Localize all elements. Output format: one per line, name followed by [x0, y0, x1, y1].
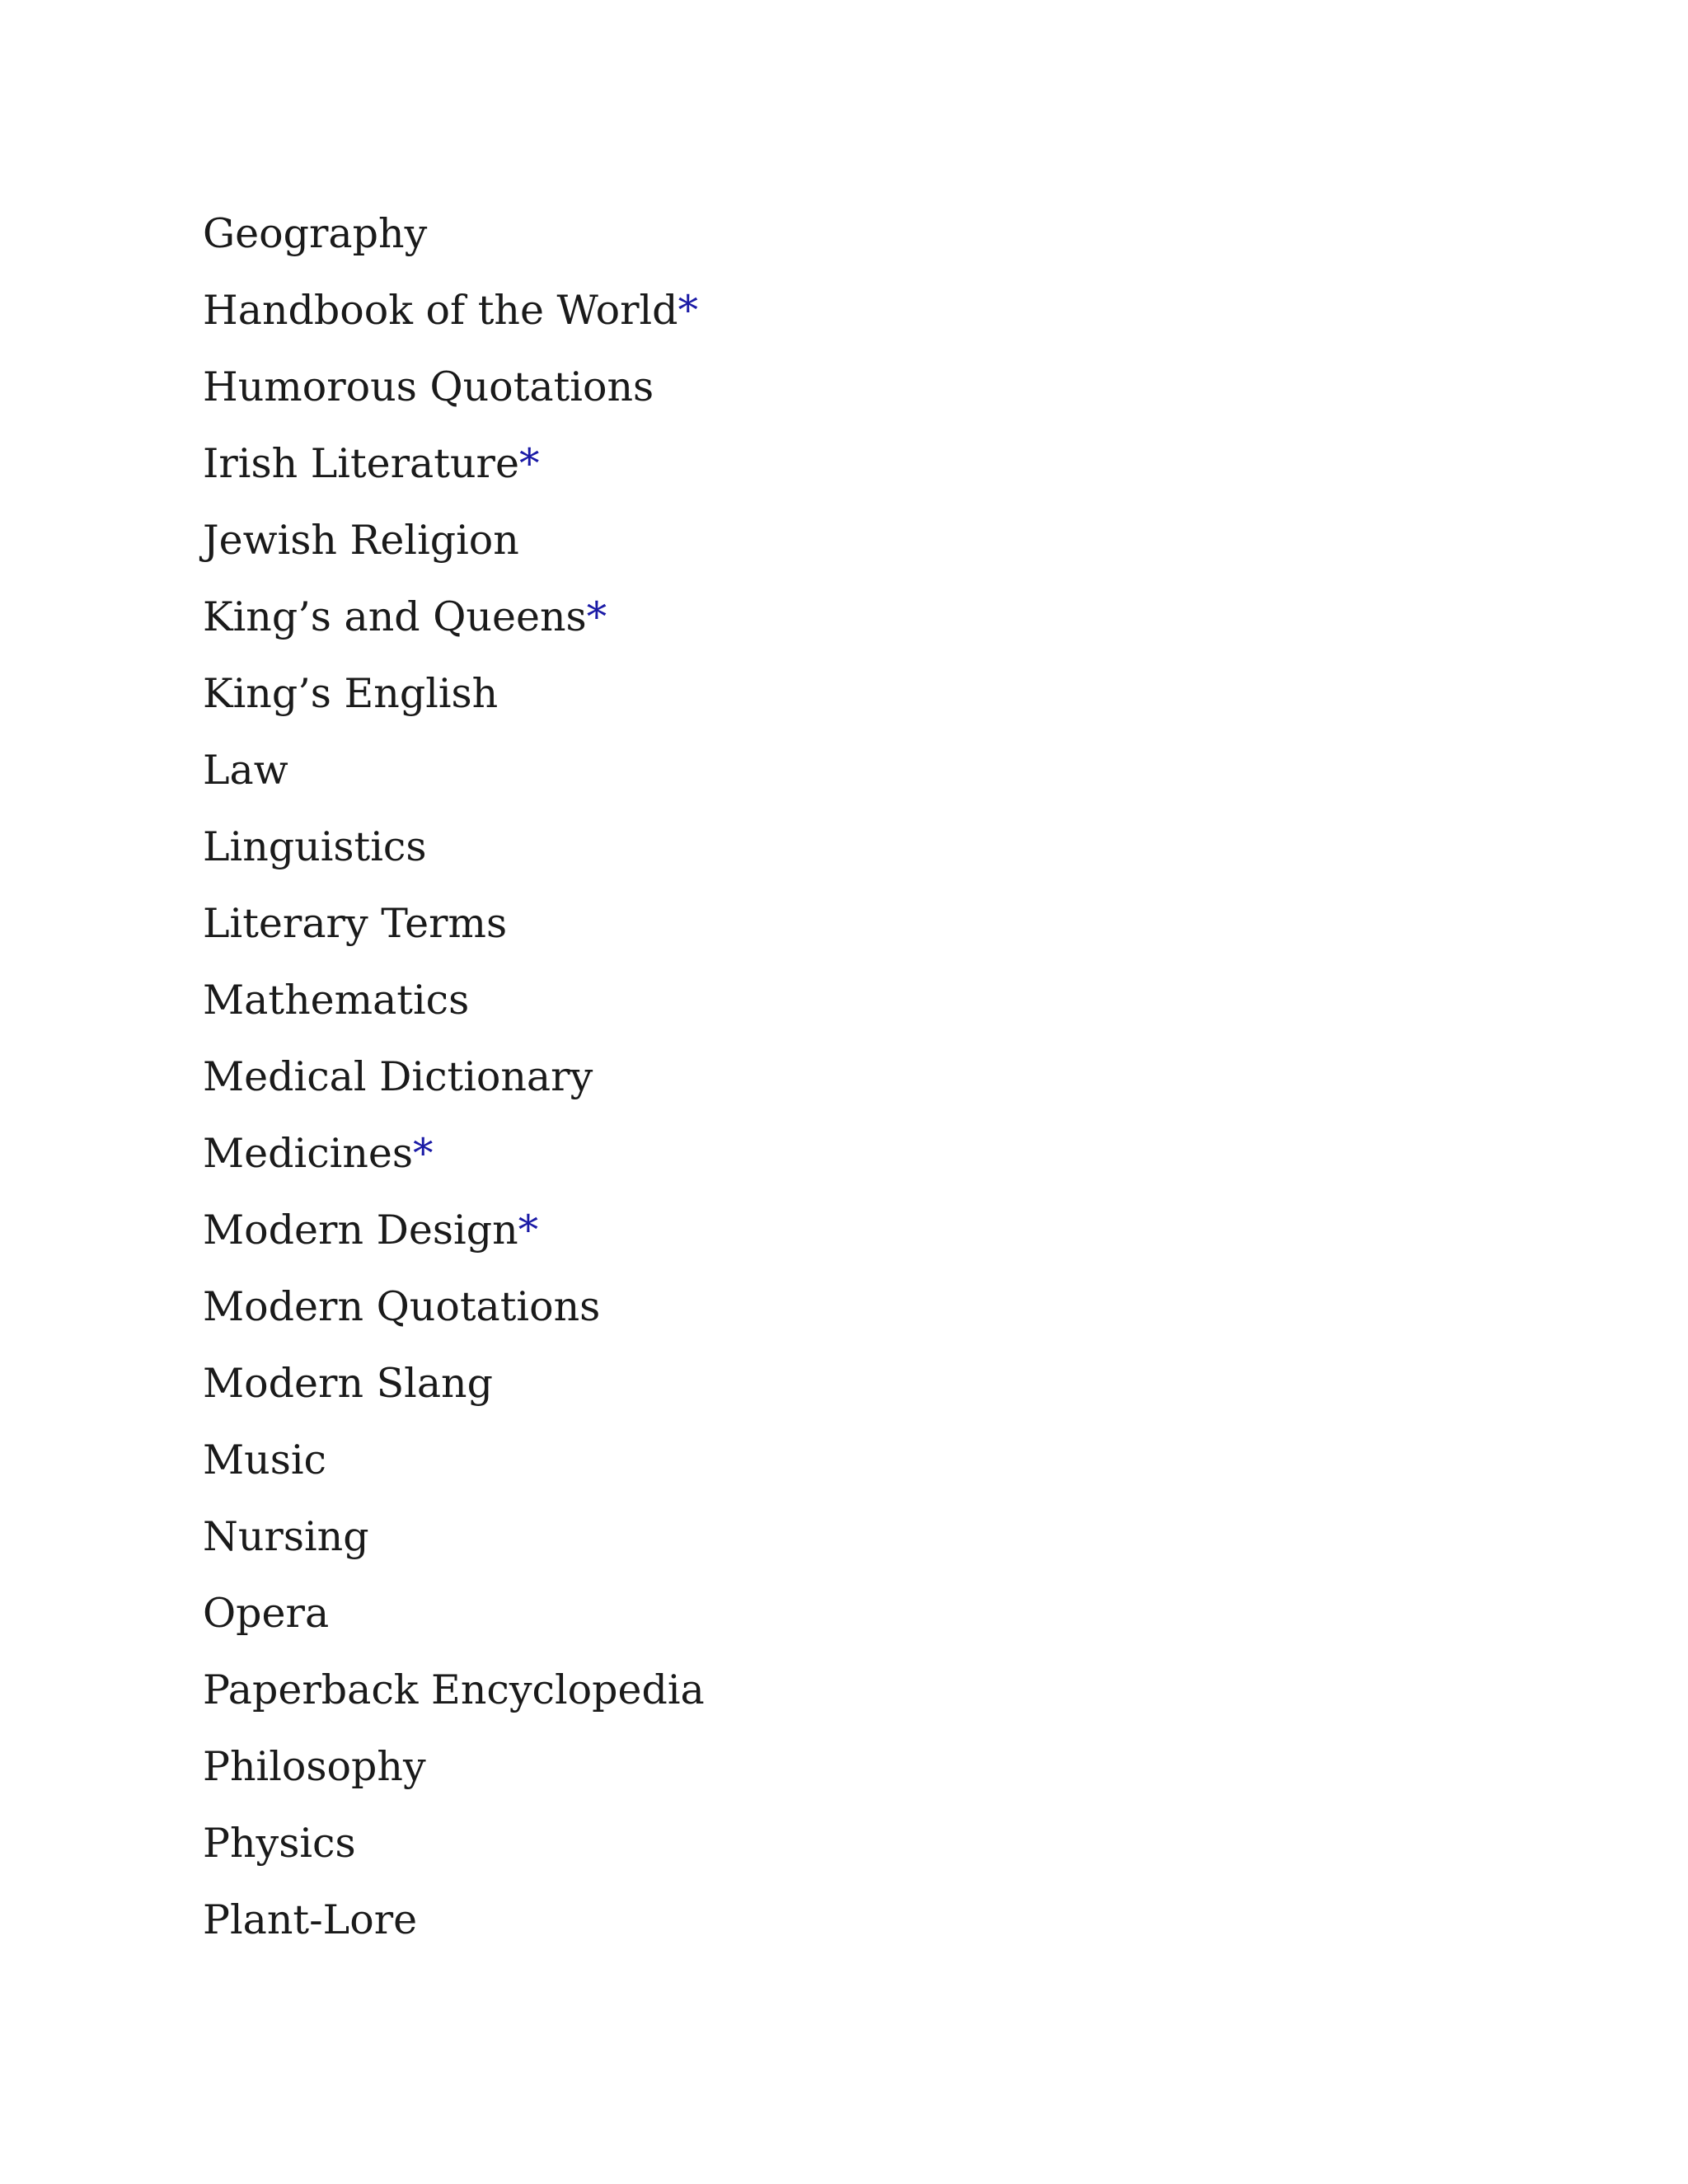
entry-label: King’s English	[203, 670, 499, 717]
list-item	[203, 729, 705, 806]
list-item	[203, 1879, 705, 1956]
entry-label: Physics	[203, 1820, 356, 1867]
list-item	[203, 959, 705, 1036]
list-item	[203, 1726, 705, 1802]
entry-label: Law	[203, 747, 288, 794]
entry-label: Medical Dictionary	[203, 1053, 593, 1100]
list-item	[203, 883, 705, 959]
list-item	[203, 269, 705, 346]
list-item	[203, 1572, 705, 1649]
entry-label: Paperback Encyclopedia	[203, 1666, 705, 1713]
asterisk-marker: *	[518, 1207, 539, 1254]
list-item	[203, 1496, 705, 1572]
subject-list	[203, 193, 705, 1956]
asterisk-marker: *	[518, 440, 540, 487]
entry-label: King’s and Queens	[203, 593, 587, 640]
entry-label: Handbook of the World	[203, 287, 678, 334]
entry-label: Modern Design	[203, 1207, 518, 1254]
asterisk-marker: *	[678, 287, 699, 334]
entry-label: Humorous Quotations	[203, 363, 654, 410]
list-item	[203, 1802, 705, 1879]
list-item	[203, 1036, 705, 1113]
list-item	[203, 576, 705, 653]
entry-label: Irish Literature	[203, 440, 519, 487]
entry-label: Jewish Religion	[203, 517, 519, 564]
entry-label: Mathematics	[203, 977, 470, 1024]
entry-label: Philosophy	[203, 1743, 426, 1790]
list-item	[203, 1113, 705, 1189]
list-item	[203, 1266, 705, 1343]
list-item	[203, 499, 705, 576]
entry-label: Geography	[203, 210, 428, 257]
entry-label: Medicines	[203, 1130, 414, 1177]
entry-label: Nursing	[203, 1513, 369, 1560]
list-item	[203, 423, 705, 499]
entry-label: Modern Quotations	[203, 1283, 601, 1330]
list-item	[203, 1649, 705, 1726]
asterisk-marker: *	[586, 593, 607, 640]
asterisk-marker: *	[413, 1130, 434, 1177]
entry-label: Literary Terms	[203, 900, 508, 947]
list-item	[203, 346, 705, 423]
list-item	[203, 1419, 705, 1496]
entry-label: Modern Slang	[203, 1360, 493, 1407]
list-item	[203, 653, 705, 729]
list-item	[203, 1343, 705, 1419]
entry-label: Plant-Lore	[203, 1896, 418, 1943]
entry-label: Music	[203, 1436, 326, 1483]
list-item	[203, 1189, 705, 1266]
entry-label: Opera	[203, 1590, 330, 1637]
list-item	[203, 806, 705, 883]
list-item	[203, 193, 705, 269]
entry-label: Linguistics	[203, 823, 427, 870]
